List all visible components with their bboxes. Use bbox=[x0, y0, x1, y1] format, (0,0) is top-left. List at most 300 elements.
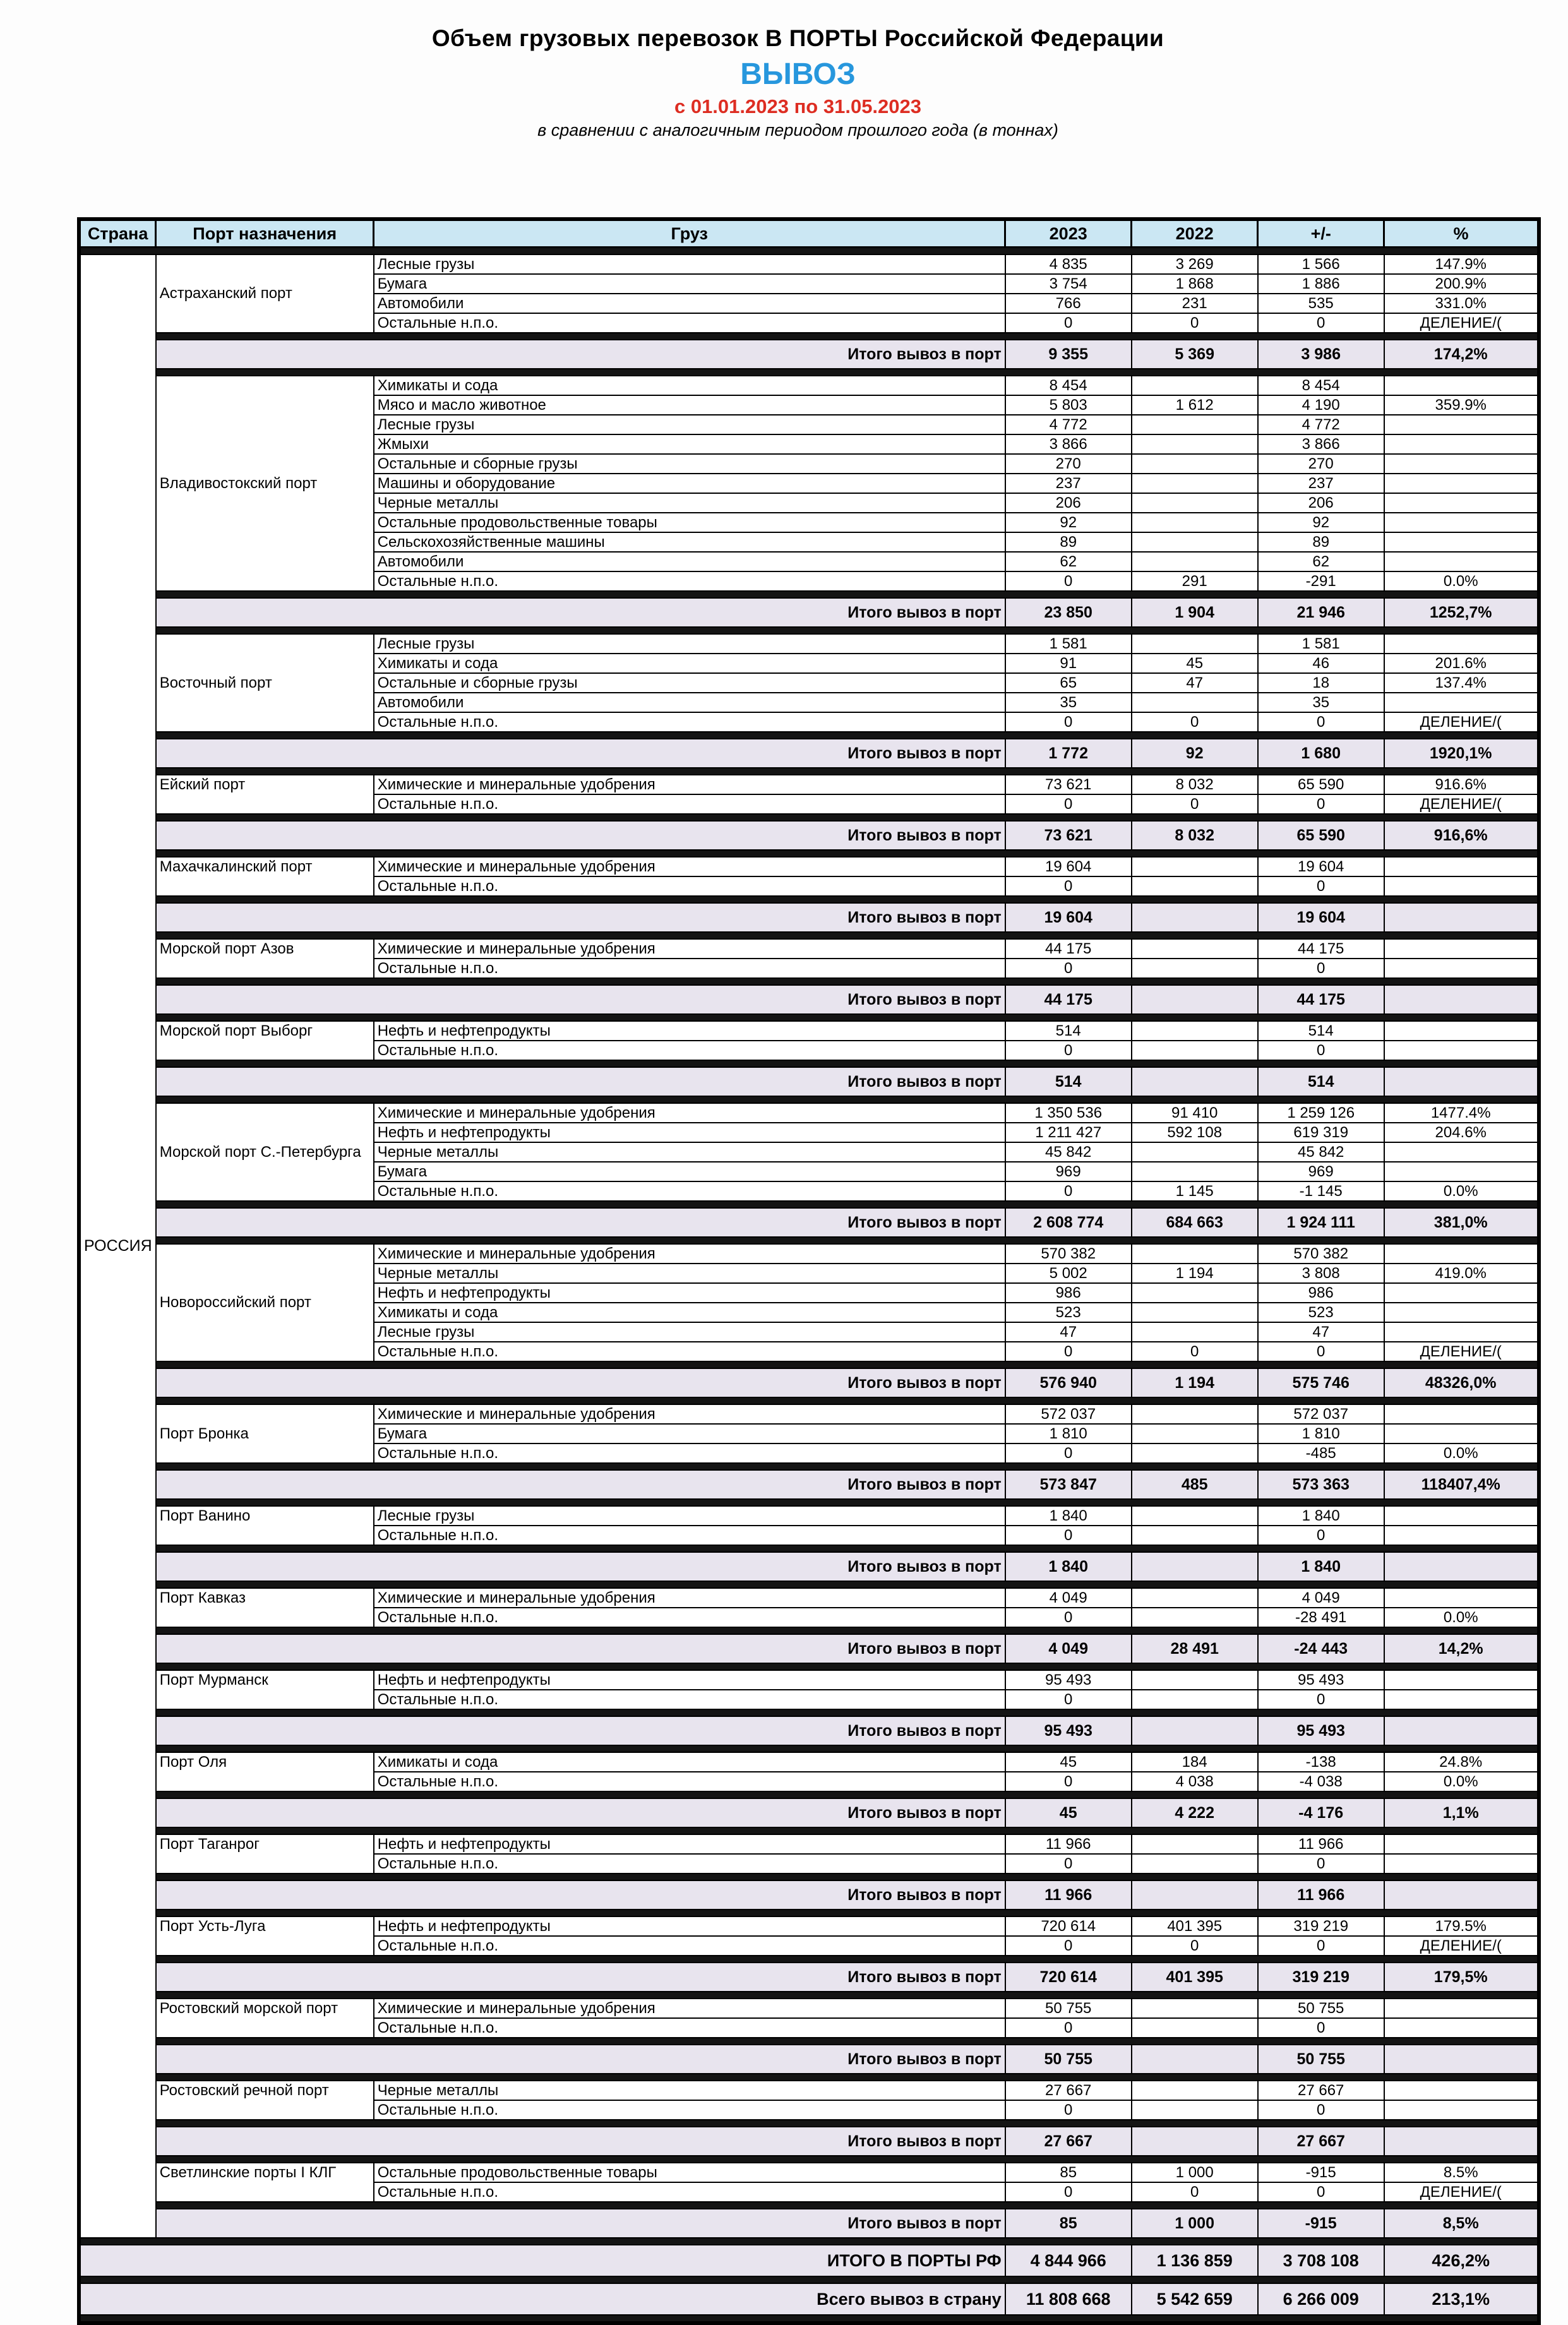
value-2023: 35 bbox=[1005, 693, 1132, 712]
total-diff: 50 755 bbox=[1258, 2045, 1384, 2074]
value-2023: 572 037 bbox=[1005, 1404, 1132, 1424]
cargo-name: Нефть и нефтепродукты bbox=[374, 1283, 1005, 1303]
value-diff: 1 886 bbox=[1258, 274, 1384, 294]
value-2023: 62 bbox=[1005, 552, 1132, 571]
cargo-name: Бумага bbox=[374, 1424, 1005, 1443]
value-2023: 0 bbox=[1005, 959, 1132, 978]
value-2023: 85 bbox=[1005, 2163, 1132, 2182]
value-2022 bbox=[1132, 1999, 1258, 2018]
column-header-2: Груз bbox=[374, 219, 1005, 248]
grand-total-diff: 6 266 009 bbox=[1258, 2283, 1384, 2315]
separator-band bbox=[156, 1201, 1539, 1208]
separator-band bbox=[156, 1745, 1539, 1752]
separator-band bbox=[79, 2315, 1539, 2323]
cargo-name: Остальные н.п.о. bbox=[374, 1181, 1005, 1201]
value-pct bbox=[1384, 493, 1539, 513]
value-diff: 3 866 bbox=[1258, 434, 1384, 454]
total-label: Итого вывоз в порт bbox=[156, 1963, 1005, 1992]
value-2022 bbox=[1132, 1041, 1258, 1060]
separator-band bbox=[156, 932, 1539, 939]
cargo-name: Химические и минеральные удобрения bbox=[374, 939, 1005, 959]
value-2023: 0 bbox=[1005, 1690, 1132, 1709]
period-heading: с 01.01.2023 по 31.05.2023 bbox=[674, 95, 922, 117]
value-pct bbox=[1384, 376, 1539, 395]
value-2022 bbox=[1132, 693, 1258, 712]
value-diff: 206 bbox=[1258, 493, 1384, 513]
total-2022 bbox=[1132, 1067, 1258, 1096]
total-2022 bbox=[1132, 2045, 1258, 2074]
value-2022 bbox=[1132, 474, 1258, 493]
total-2023: 50 755 bbox=[1005, 2045, 1132, 2074]
grand-total-pct: 213,1% bbox=[1384, 2283, 1539, 2315]
cargo-name: Химикаты и сода bbox=[374, 376, 1005, 395]
value-diff: 1 840 bbox=[1258, 1506, 1384, 1526]
cargo-name: Нефть и нефтепродукты bbox=[374, 1021, 1005, 1041]
value-diff: 523 bbox=[1258, 1303, 1384, 1322]
value-diff: 19 604 bbox=[1258, 857, 1384, 876]
port-cell: Светлинские порты І КЛГ bbox=[156, 2163, 374, 2202]
total-label: Итого вывоз в порт bbox=[156, 340, 1005, 369]
value-pct bbox=[1384, 1041, 1539, 1060]
value-diff: 92 bbox=[1258, 513, 1384, 532]
total-2022: 1 000 bbox=[1132, 2209, 1258, 2238]
total-pct bbox=[1384, 1716, 1539, 1745]
value-2022 bbox=[1132, 939, 1258, 959]
value-2022: 3 269 bbox=[1132, 254, 1258, 274]
total-label: Итого вывоз в порт bbox=[156, 1552, 1005, 1581]
cargo-name: Остальные н.п.о. bbox=[374, 1041, 1005, 1060]
total-2022 bbox=[1132, 1552, 1258, 1581]
port-cell: Порт Мурманск bbox=[156, 1670, 374, 1709]
value-diff: 35 bbox=[1258, 693, 1384, 712]
total-label: Итого вывоз в порт bbox=[156, 1880, 1005, 1910]
value-pct: 0.0% bbox=[1384, 1181, 1539, 1201]
vyvoz-heading: ВЫВОЗ bbox=[740, 57, 856, 91]
cargo-name: Остальные н.п.о. bbox=[374, 2018, 1005, 2038]
value-pct bbox=[1384, 1670, 1539, 1690]
value-pct bbox=[1384, 1021, 1539, 1041]
value-diff: 0 bbox=[1258, 2100, 1384, 2120]
value-2023: 0 bbox=[1005, 1936, 1132, 1956]
separator-band bbox=[156, 1663, 1539, 1670]
value-2022 bbox=[1132, 376, 1258, 395]
port-cell: Порт Бронка bbox=[156, 1404, 374, 1463]
value-diff: 45 842 bbox=[1258, 1142, 1384, 1162]
column-header-0: Страна bbox=[79, 219, 156, 248]
grand-total-pct: 426,2% bbox=[1384, 2245, 1539, 2276]
value-pct bbox=[1384, 634, 1539, 654]
value-2023: 1 810 bbox=[1005, 1424, 1132, 1443]
value-2023: 92 bbox=[1005, 513, 1132, 532]
value-2023: 270 bbox=[1005, 454, 1132, 474]
separator-band bbox=[156, 1874, 1539, 1880]
value-pct bbox=[1384, 1404, 1539, 1424]
value-pct bbox=[1384, 1999, 1539, 2018]
value-diff: 47 bbox=[1258, 1322, 1384, 1342]
value-2022 bbox=[1132, 415, 1258, 434]
cargo-name: Химические и минеральные удобрения bbox=[374, 1588, 1005, 1608]
value-pct: 201.6% bbox=[1384, 654, 1539, 673]
total-diff: 514 bbox=[1258, 1067, 1384, 1096]
separator-band bbox=[156, 1237, 1539, 1244]
total-pct: 381,0% bbox=[1384, 1208, 1539, 1237]
value-2022 bbox=[1132, 434, 1258, 454]
value-2023: 0 bbox=[1005, 1181, 1132, 1201]
value-2023: 0 bbox=[1005, 1608, 1132, 1627]
value-2023: 3 754 bbox=[1005, 274, 1132, 294]
total-pct bbox=[1384, 1552, 1539, 1581]
value-2022 bbox=[1132, 1670, 1258, 1690]
value-diff: 572 037 bbox=[1258, 1404, 1384, 1424]
column-header-1: Порт назначения bbox=[156, 219, 374, 248]
total-2022: 1 904 bbox=[1132, 598, 1258, 627]
total-diff: 319 219 bbox=[1258, 1963, 1384, 1992]
value-2023: 0 bbox=[1005, 794, 1132, 814]
separator-band bbox=[156, 768, 1539, 775]
value-2023: 65 bbox=[1005, 673, 1132, 693]
total-diff: 573 363 bbox=[1258, 1470, 1384, 1499]
separator-band bbox=[156, 1956, 1539, 1963]
value-2023: 5 002 bbox=[1005, 1264, 1132, 1283]
cargo-name: Остальные н.п.о. bbox=[374, 2182, 1005, 2202]
value-diff: 3 808 bbox=[1258, 1264, 1384, 1283]
separator-band bbox=[156, 1910, 1539, 1916]
total-2023: 11 966 bbox=[1005, 1880, 1132, 1910]
separator-band bbox=[156, 1709, 1539, 1716]
value-2023: 0 bbox=[1005, 712, 1132, 732]
port-cell: Порт Таганрог bbox=[156, 1834, 374, 1874]
value-pct: ДЕЛЕНИЕ/( bbox=[1384, 2182, 1539, 2202]
cargo-name: Лесные грузы bbox=[374, 415, 1005, 434]
total-label: Итого вывоз в порт bbox=[156, 1067, 1005, 1096]
separator-band bbox=[156, 732, 1539, 739]
total-pct: 916,6% bbox=[1384, 821, 1539, 850]
value-pct bbox=[1384, 1322, 1539, 1342]
value-pct bbox=[1384, 1506, 1539, 1526]
value-diff: 319 219 bbox=[1258, 1916, 1384, 1936]
value-2022: 0 bbox=[1132, 794, 1258, 814]
value-diff: 46 bbox=[1258, 654, 1384, 673]
value-2022 bbox=[1132, 1588, 1258, 1608]
cargo-name: Бумага bbox=[374, 1162, 1005, 1181]
cargo-name: Остальные н.п.о. bbox=[374, 959, 1005, 978]
separator-band bbox=[79, 2276, 1539, 2283]
cargo-name: Мясо и масло животное bbox=[374, 395, 1005, 415]
value-diff: 0 bbox=[1258, 959, 1384, 978]
total-2023: 45 bbox=[1005, 1798, 1132, 1827]
column-header-6: % bbox=[1384, 219, 1539, 248]
total-2022: 28 491 bbox=[1132, 1634, 1258, 1663]
value-2023: 0 bbox=[1005, 1526, 1132, 1545]
total-2022: 684 663 bbox=[1132, 1208, 1258, 1237]
value-pct bbox=[1384, 1162, 1539, 1181]
value-2023: 0 bbox=[1005, 2018, 1132, 2038]
value-pct bbox=[1384, 693, 1539, 712]
total-2022: 5 369 bbox=[1132, 340, 1258, 369]
value-diff: 1 581 bbox=[1258, 634, 1384, 654]
value-2023: 570 382 bbox=[1005, 1244, 1132, 1264]
value-pct bbox=[1384, 1834, 1539, 1854]
total-pct bbox=[1384, 985, 1539, 1014]
cargo-name: Черные металлы bbox=[374, 1142, 1005, 1162]
total-diff: 27 667 bbox=[1258, 2127, 1384, 2156]
total-label: Итого вывоз в порт bbox=[156, 598, 1005, 627]
value-2023: 0 bbox=[1005, 876, 1132, 896]
separator-band bbox=[156, 333, 1539, 340]
value-2022: 1 145 bbox=[1132, 1181, 1258, 1201]
total-2023: 73 621 bbox=[1005, 821, 1132, 850]
value-pct: 0.0% bbox=[1384, 1608, 1539, 1627]
value-pct: ДЕЛЕНИЕ/( bbox=[1384, 313, 1539, 333]
value-diff: 0 bbox=[1258, 2018, 1384, 2038]
value-2023: 95 493 bbox=[1005, 1670, 1132, 1690]
total-2022: 8 032 bbox=[1132, 821, 1258, 850]
total-2022: 92 bbox=[1132, 739, 1258, 768]
separator-band bbox=[156, 1545, 1539, 1552]
value-pct: 179.5% bbox=[1384, 1916, 1539, 1936]
value-2022 bbox=[1132, 1608, 1258, 1627]
total-label: Итого вывоз в порт bbox=[156, 1716, 1005, 1745]
value-pct: 359.9% bbox=[1384, 395, 1539, 415]
port-cell: Морской порт Выборг bbox=[156, 1021, 374, 1060]
cargo-name: Остальные и сборные грузы bbox=[374, 673, 1005, 693]
cargo-name: Автомобили bbox=[374, 552, 1005, 571]
value-diff: 0 bbox=[1258, 1690, 1384, 1709]
cargo-name: Нефть и нефтепродукты bbox=[374, 1916, 1005, 1936]
cargo-name: Химические и минеральные удобрения bbox=[374, 1244, 1005, 1264]
value-2022: 4 038 bbox=[1132, 1772, 1258, 1791]
separator-band bbox=[79, 2238, 1539, 2245]
separator-band bbox=[156, 2202, 1539, 2209]
total-2023: 576 940 bbox=[1005, 1368, 1132, 1397]
column-header-5: +/- bbox=[1258, 219, 1384, 248]
grand-total-label-0: ИТОГО В ПОРТЫ РФ bbox=[79, 2245, 1005, 2276]
value-diff: 969 bbox=[1258, 1162, 1384, 1181]
cargo-name: Остальные н.п.о. bbox=[374, 794, 1005, 814]
separator-band bbox=[156, 1791, 1539, 1798]
value-2022 bbox=[1132, 1404, 1258, 1424]
separator-band bbox=[156, 814, 1539, 821]
total-pct: 174,2% bbox=[1384, 340, 1539, 369]
column-header-4: 2022 bbox=[1132, 219, 1258, 248]
value-pct bbox=[1384, 959, 1539, 978]
value-pct bbox=[1384, 1854, 1539, 1874]
value-pct: ДЕЛЕНИЕ/( bbox=[1384, 794, 1539, 814]
total-pct bbox=[1384, 903, 1539, 932]
value-2022 bbox=[1132, 552, 1258, 571]
value-2023: 0 bbox=[1005, 1772, 1132, 1791]
value-pct: 419.0% bbox=[1384, 1264, 1539, 1283]
value-2022: 291 bbox=[1132, 571, 1258, 591]
value-2022: 8 032 bbox=[1132, 775, 1258, 794]
value-pct bbox=[1384, 532, 1539, 552]
value-diff: 0 bbox=[1258, 712, 1384, 732]
value-pct: 0.0% bbox=[1384, 571, 1539, 591]
value-2022 bbox=[1132, 1506, 1258, 1526]
value-2022: 1 868 bbox=[1132, 274, 1258, 294]
total-diff: -4 176 bbox=[1258, 1798, 1384, 1827]
cargo-name: Остальные н.п.о. bbox=[374, 1772, 1005, 1791]
value-2023: 0 bbox=[1005, 2182, 1132, 2202]
total-diff: 19 604 bbox=[1258, 903, 1384, 932]
cargo-name: Машины и оборудование bbox=[374, 474, 1005, 493]
value-diff: 65 590 bbox=[1258, 775, 1384, 794]
value-2023: 8 454 bbox=[1005, 376, 1132, 395]
total-label: Итого вывоз в порт bbox=[156, 1798, 1005, 1827]
value-diff: -291 bbox=[1258, 571, 1384, 591]
separator-band bbox=[156, 978, 1539, 985]
cargo-name: Остальные и сборные грузы bbox=[374, 454, 1005, 474]
value-diff: 89 bbox=[1258, 532, 1384, 552]
value-diff: 1 810 bbox=[1258, 1424, 1384, 1443]
total-diff: -24 443 bbox=[1258, 1634, 1384, 1663]
value-diff: 570 382 bbox=[1258, 1244, 1384, 1264]
total-2022 bbox=[1132, 1880, 1258, 1910]
separator-band bbox=[156, 591, 1539, 598]
total-pct: 48326,0% bbox=[1384, 1368, 1539, 1397]
total-2022 bbox=[1132, 985, 1258, 1014]
port-cell: Ростовский речной порт bbox=[156, 2081, 374, 2120]
value-2022 bbox=[1132, 1424, 1258, 1443]
value-pct: 0.0% bbox=[1384, 1443, 1539, 1463]
total-label: Итого вывоз в порт bbox=[156, 2127, 1005, 2156]
port-cell: Владивостокский порт bbox=[156, 376, 374, 591]
total-2023: 2 608 774 bbox=[1005, 1208, 1132, 1237]
total-2022 bbox=[1132, 2127, 1258, 2156]
value-2022: 231 bbox=[1132, 294, 1258, 313]
value-2022 bbox=[1132, 959, 1258, 978]
value-diff: 1 259 126 bbox=[1258, 1103, 1384, 1123]
value-pct bbox=[1384, 434, 1539, 454]
total-2022: 1 194 bbox=[1132, 1368, 1258, 1397]
value-2023: 206 bbox=[1005, 493, 1132, 513]
value-2022: 0 bbox=[1132, 1936, 1258, 1956]
value-2022 bbox=[1132, 1443, 1258, 1463]
total-label: Итого вывоз в порт bbox=[156, 1208, 1005, 1237]
cargo-name: Черные металлы bbox=[374, 2081, 1005, 2100]
value-2023: 5 803 bbox=[1005, 395, 1132, 415]
value-pct bbox=[1384, 939, 1539, 959]
grand-total-label-1: Всего вывоз в страну bbox=[79, 2283, 1005, 2315]
cargo-name: Лесные грузы bbox=[374, 1506, 1005, 1526]
total-2022: 485 bbox=[1132, 1470, 1258, 1499]
value-2022 bbox=[1132, 857, 1258, 876]
grand-total-2022: 1 136 859 bbox=[1132, 2245, 1258, 2276]
value-2022 bbox=[1132, 1834, 1258, 1854]
value-2023: 44 175 bbox=[1005, 939, 1132, 959]
value-diff: -138 bbox=[1258, 1752, 1384, 1772]
value-diff: 4 772 bbox=[1258, 415, 1384, 434]
value-diff: 50 755 bbox=[1258, 1999, 1384, 2018]
cargo-name: Остальные н.п.о. bbox=[374, 712, 1005, 732]
total-diff: 95 493 bbox=[1258, 1716, 1384, 1745]
cargo-name: Бумага bbox=[374, 274, 1005, 294]
value-2022: 0 bbox=[1132, 2182, 1258, 2202]
value-diff: 11 966 bbox=[1258, 1834, 1384, 1854]
value-pct bbox=[1384, 2018, 1539, 2038]
value-2022 bbox=[1132, 1303, 1258, 1322]
value-2023: 514 bbox=[1005, 1021, 1132, 1041]
value-diff: 8 454 bbox=[1258, 376, 1384, 395]
value-2023: 0 bbox=[1005, 1443, 1132, 1463]
port-cell: Морской порт С.-Петербурга bbox=[156, 1103, 374, 1201]
separator-band bbox=[156, 1361, 1539, 1368]
cargo-name: Остальные н.п.о. bbox=[374, 1608, 1005, 1627]
value-pct bbox=[1384, 1244, 1539, 1264]
value-pct: 147.9% bbox=[1384, 254, 1539, 274]
grand-total-diff: 3 708 108 bbox=[1258, 2245, 1384, 2276]
port-cell: Ейский порт bbox=[156, 775, 374, 814]
value-2023: 91 bbox=[1005, 654, 1132, 673]
value-2023: 720 614 bbox=[1005, 1916, 1132, 1936]
value-pct: 137.4% bbox=[1384, 673, 1539, 693]
value-diff: -28 491 bbox=[1258, 1608, 1384, 1627]
grand-total-2022: 5 542 659 bbox=[1132, 2283, 1258, 2315]
value-pct bbox=[1384, 513, 1539, 532]
value-pct bbox=[1384, 1283, 1539, 1303]
cargo-name: Нефть и нефтепродукты bbox=[374, 1123, 1005, 1142]
separator-band bbox=[156, 2038, 1539, 2045]
value-pct: 916.6% bbox=[1384, 775, 1539, 794]
value-diff: -1 145 bbox=[1258, 1181, 1384, 1201]
total-label: Итого вывоз в порт bbox=[156, 2045, 1005, 2074]
value-pct bbox=[1384, 415, 1539, 434]
value-pct: 8.5% bbox=[1384, 2163, 1539, 2182]
value-diff: 237 bbox=[1258, 474, 1384, 493]
total-pct: 118407,4% bbox=[1384, 1470, 1539, 1499]
total-2023: 1 840 bbox=[1005, 1552, 1132, 1581]
value-pct bbox=[1384, 1303, 1539, 1322]
value-2023: 47 bbox=[1005, 1322, 1132, 1342]
separator-band bbox=[156, 1992, 1539, 1999]
separator-band bbox=[156, 1581, 1539, 1588]
separator-band bbox=[156, 1014, 1539, 1021]
port-cell: Порт Ванино bbox=[156, 1506, 374, 1545]
value-diff: 4 049 bbox=[1258, 1588, 1384, 1608]
value-pct bbox=[1384, 2100, 1539, 2120]
value-diff: 0 bbox=[1258, 794, 1384, 814]
value-2023: 89 bbox=[1005, 532, 1132, 552]
cargo-name: Лесные грузы bbox=[374, 634, 1005, 654]
cargo-name: Автомобили bbox=[374, 294, 1005, 313]
value-diff: 0 bbox=[1258, 876, 1384, 896]
cargo-name: Автомобили bbox=[374, 693, 1005, 712]
page-title: Объем грузовых перевозок В ПОРТЫ Российской Федерации bbox=[431, 25, 1164, 51]
freight-table bbox=[77, 217, 1541, 2325]
cargo-name: Лесные грузы bbox=[374, 1322, 1005, 1342]
value-pct bbox=[1384, 454, 1539, 474]
value-2023: 1 211 427 bbox=[1005, 1123, 1132, 1142]
value-2022: 47 bbox=[1132, 673, 1258, 693]
separator-band bbox=[156, 850, 1539, 857]
total-2023: 85 bbox=[1005, 2209, 1132, 2238]
value-2023: 0 bbox=[1005, 571, 1132, 591]
value-2022 bbox=[1132, 1162, 1258, 1181]
value-pct: ДЕЛЕНИЕ/( bbox=[1384, 1342, 1539, 1361]
value-2023: 27 667 bbox=[1005, 2081, 1132, 2100]
value-2022: 0 bbox=[1132, 313, 1258, 333]
value-2023: 45 bbox=[1005, 1752, 1132, 1772]
total-label: Итого вывоз в порт bbox=[156, 1634, 1005, 1663]
total-label: Итого вывоз в порт bbox=[156, 739, 1005, 768]
value-2022 bbox=[1132, 1526, 1258, 1545]
value-diff: 18 bbox=[1258, 673, 1384, 693]
total-2023: 95 493 bbox=[1005, 1716, 1132, 1745]
value-diff: 535 bbox=[1258, 294, 1384, 313]
total-pct bbox=[1384, 2127, 1539, 2156]
value-pct: 331.0% bbox=[1384, 294, 1539, 313]
value-pct: ДЕЛЕНИЕ/( bbox=[1384, 1936, 1539, 1956]
